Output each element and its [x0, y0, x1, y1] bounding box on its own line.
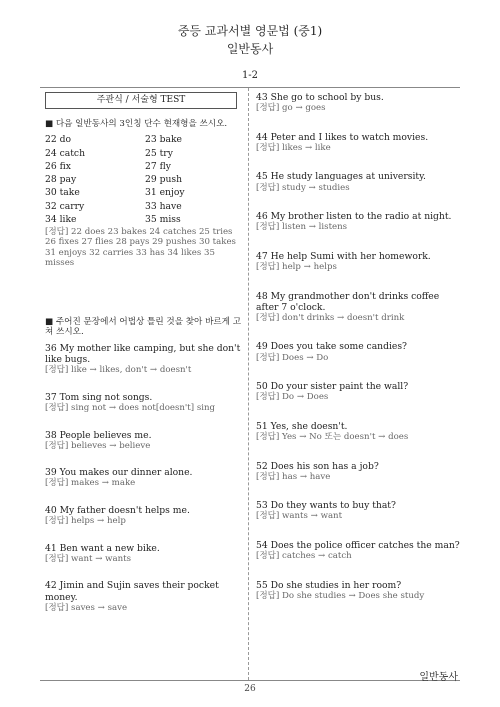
answer-text: [정답] study → studies [256, 182, 350, 193]
document-subtitle: 일반동사 [226, 42, 274, 56]
question-item [256, 171, 460, 193]
verb-item: 29 push [145, 174, 183, 186]
answer-text: [정답] wants → want [256, 511, 343, 522]
test-box-title: 주관식 / 서술형 TEST [45, 92, 237, 109]
question-item [45, 430, 241, 452]
question-item [256, 580, 460, 602]
question-text: 50 Do your sister paint the wall? [256, 381, 409, 393]
answer-text: [정답] Do she studies → Does she study [256, 590, 425, 601]
verb-item: 34 like [45, 213, 77, 225]
question-item [256, 341, 460, 363]
question-text: 47 He help Sumi with her homework. [256, 250, 431, 262]
answer-text: [정답] don't drinks → doesn't drink [256, 312, 405, 323]
answer-text: [정답] makes → make [45, 478, 136, 489]
page-number: 26 [244, 684, 256, 694]
section-id: 1-2 [241, 70, 259, 81]
answer-text: [정답] Yes → No 또는 doesn't → does [256, 432, 409, 443]
question-text: 36 My mother like camping, but she don't like bugs. [45, 342, 241, 366]
question-item [45, 505, 241, 527]
section2-instruction: ■ 주어진 문장에서 어법상 틀린 것을 찾아 바르게 고쳐 쓰시오. [45, 316, 242, 338]
verb-item: 22 do [45, 134, 72, 146]
answer-text: [정답] helps → help [45, 516, 126, 527]
question-item [45, 467, 241, 489]
question-text: 38 People believes me. [45, 429, 152, 441]
answer-text: [정답] want → wants [45, 553, 132, 564]
question-text: 49 Does you take some candies? [256, 341, 407, 353]
verb-item: 30 take [45, 187, 80, 199]
question-text: 48 My grandmother don't drinks coffee after 7 o'clock. [256, 290, 440, 313]
question-item [45, 343, 241, 376]
question-item [256, 500, 460, 522]
question-item [45, 543, 241, 565]
question-item [256, 461, 460, 483]
verb-item: 31 enjoy [145, 187, 185, 199]
verb-item: 32 carry [45, 200, 85, 212]
question-item [256, 132, 460, 154]
question-item [256, 251, 460, 273]
left-column [45, 92, 241, 629]
verb-item: 23 bake [145, 134, 182, 146]
question-text: 43 She go to school by bus. [256, 92, 384, 103]
question-text: 46 My brother listen to the radio at night. [256, 211, 452, 223]
verb-item: 24 catch [45, 147, 85, 159]
verb-item: 35 miss [145, 213, 181, 225]
question-item [256, 381, 460, 403]
question-text: 52 Does his son has a job? [256, 460, 379, 472]
question-text: 51 Yes, she doesn't. [256, 420, 348, 432]
section1-answer: [정답] 22 does 23 bakes 24 catches 25 tries 26 fixes 27 flies 28 pays 29 pushes 30 takes 31 enjoys 32 carries 33 has 34 likes 35 misses [45, 226, 236, 269]
verb-list [45, 134, 241, 225]
question-item [256, 291, 460, 324]
question-item [256, 211, 460, 233]
answer-text: [정답] sing not → does not[doesn't] sing [45, 403, 216, 414]
question-text: 45 He study languages at university. [256, 171, 426, 183]
verb-item: 33 have [145, 200, 182, 212]
question-text: 40 My father doesn't helps me. [45, 504, 190, 516]
question-text: 42 Jimin and Sujin saves their pocket money. [45, 580, 219, 603]
answer-text: [정답] Do → Does [256, 392, 329, 403]
answer-text: [정답] believes → believe [45, 440, 151, 451]
verb-item: 28 pay [45, 174, 77, 186]
answer-text: [정답] saves → save [45, 602, 128, 613]
right-column [256, 92, 460, 619]
question-text: 54 Does the police officer catches the man? [256, 539, 460, 551]
top-rule [40, 87, 460, 88]
question-text: 44 Peter and I likes to watch movies. [256, 131, 429, 143]
section1-instruction: ■ 다음 일반동사의 3인칭 단수 현재형을 쓰시오. [45, 118, 228, 129]
question-text: 41 Ben want a new bike. [45, 542, 160, 554]
bottom-rule [40, 680, 460, 681]
answer-text: [정답] listen → listens [256, 222, 348, 233]
question-text: 53 Do they wants to buy that? [256, 500, 396, 512]
question-text: 55 Do she studies in her room? [256, 579, 402, 591]
question-item [45, 580, 241, 613]
answer-text: [정답] likes → like [256, 142, 331, 153]
answer-text: [정답] Does → Do [256, 352, 329, 363]
question-text: 39 You makes our dinner alone. [45, 467, 193, 479]
question-item [256, 92, 460, 114]
verb-item: 27 fly [145, 160, 171, 172]
question-item [256, 540, 460, 562]
question-item [45, 392, 241, 414]
question-item [256, 421, 460, 443]
answer-text: [정답] go → goes [256, 103, 326, 114]
verb-item: 25 try [145, 147, 173, 159]
question-text: 37 Tom sing not songs. [45, 391, 153, 403]
verb-item: 26 fix [45, 160, 71, 172]
answer-text: [정답] has → have [256, 471, 331, 482]
answer-text: [정답] catches → catch [256, 551, 352, 562]
document-title: 중등 교과서별 영문법 (중1) [177, 24, 323, 38]
column-divider [248, 88, 249, 680]
footer-chapter-label: 일반동사 [419, 672, 458, 683]
answer-text: [정답] help → helps [256, 262, 337, 273]
answer-text: [정답] like → likes, don't → doesn't [45, 365, 192, 376]
